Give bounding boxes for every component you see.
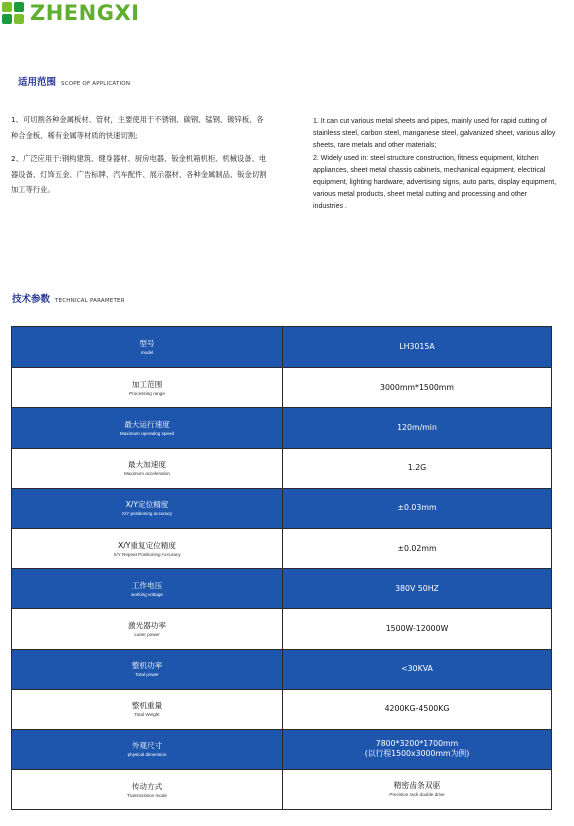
param-value-cell: [283, 609, 551, 648]
param-label-cell: [12, 368, 283, 407]
param-label-cn: 工作电压: [131, 580, 163, 590]
param-value-en: Precision rack double drive: [389, 792, 445, 798]
table-row: [12, 367, 551, 407]
param-label-cn: 最大运行速度: [124, 419, 170, 429]
scope-title-cn: 适用范围: [18, 77, 57, 88]
table-row: [12, 689, 551, 729]
param-value-cell: [283, 529, 551, 568]
param-label-en: Maximum acceleration: [124, 471, 170, 477]
zhengxi-logo-icon: [2, 2, 24, 24]
param-value: <30KVA: [401, 664, 433, 674]
param-label-cell: [12, 690, 283, 729]
tech-title-en: TECHNICAL PARAMETER: [55, 298, 125, 304]
param-value-cell: [283, 489, 551, 528]
tech-section-title: [12, 291, 125, 305]
param-value-cell: [283, 770, 551, 809]
param-label-en: X/Y Repeat Positioning Accuracy: [113, 551, 181, 557]
param-label-en: model: [140, 350, 154, 356]
param-label-cell: [12, 770, 283, 809]
param-label-cell: [12, 650, 283, 689]
param-label-en: Laser power: [134, 631, 160, 637]
table-row: [12, 448, 551, 488]
param-label-en: X/Y positioning accuracy: [121, 511, 173, 517]
param-value: 精密齿条双驱: [393, 781, 441, 791]
param-label-cn: X/Y定位精度: [125, 500, 169, 510]
param-value: 120m/min: [397, 422, 437, 432]
table-row: [12, 649, 551, 689]
tech-parameter-table: [11, 326, 552, 810]
param-value-cell: [283, 650, 551, 689]
scope-cn-text: [11, 112, 271, 206]
scope-section-title: [18, 74, 130, 88]
table-row: [12, 769, 551, 809]
param-label-cn: 最大加速度: [128, 460, 166, 470]
param-value: ±0.03mm: [397, 503, 437, 513]
param-label-cell: [12, 449, 283, 488]
param-value: 4200KG-4500KG: [384, 704, 450, 714]
brand-logo: [2, 2, 139, 24]
param-label-cell: [12, 730, 283, 769]
table-row: [12, 568, 551, 608]
param-label-en: Processing range: [129, 390, 165, 396]
param-value: 3000mm*1500mm: [380, 382, 454, 392]
param-label-cell: [12, 529, 283, 568]
tech-title-cn: 技术参数: [12, 294, 51, 305]
scope-title-en: SCOPE OF APPLICATION: [61, 81, 131, 87]
param-label-cn: 加工范围: [131, 379, 163, 389]
scope-cn-paragraph-1: 1、可切割各种金属板材、管材，主要使用于不锈钢、碳钢、锰钢、镀锌板、各种合金板、稀有金属等材质的快速切割;: [11, 115, 264, 140]
param-value-cell: [283, 730, 551, 769]
scope-en-text: [313, 116, 558, 214]
param-value-cell: [283, 690, 551, 729]
param-label-en: Total Weight: [134, 712, 160, 718]
param-value: LH3015A: [399, 342, 435, 352]
param-label-cn: X/Y重复定位精度: [118, 540, 176, 550]
param-label-en: working voltage: [131, 591, 163, 597]
param-label-en: Total power: [135, 672, 159, 678]
param-label-cn: 外观尺寸: [131, 741, 163, 751]
param-value: ±0.02mm: [397, 543, 437, 553]
param-label-en: Maximum operating speed: [119, 430, 175, 436]
param-label-cn: 整机重量: [131, 701, 163, 711]
param-label-cell: [12, 609, 283, 648]
table-row: [12, 729, 551, 769]
brand-name: ZHENGXI: [30, 1, 140, 25]
param-value: 380V 50HZ: [395, 583, 439, 593]
param-label-cell: [12, 327, 283, 367]
table-row: [12, 528, 551, 568]
table-row: [12, 488, 551, 528]
param-label-en: physical dimension: [127, 752, 167, 758]
param-label-cell: [12, 408, 283, 447]
table-row: [12, 407, 551, 447]
param-value: 1.2G: [407, 463, 427, 473]
param-label-cn: 传动方式: [131, 781, 163, 791]
param-label-en: Transmission mode: [127, 792, 167, 798]
param-value-cell: [283, 408, 551, 447]
param-label-cn: 型号: [139, 339, 155, 349]
param-label-cn: 整机功率: [131, 661, 163, 671]
table-row: [12, 327, 551, 367]
param-value-cell: [283, 368, 551, 407]
param-label-cn: 激光器功率: [128, 620, 166, 630]
param-label-cell: [12, 569, 283, 608]
param-value-cell: [283, 449, 551, 488]
table-row: [12, 608, 551, 648]
param-value-cell: [283, 327, 551, 367]
param-value-cell: [283, 569, 551, 608]
scope-cn-paragraph-2: 2、广泛应用于:钢构建筑、健身器材、厨房电器、钣金机箱机柜、机械设备、电器设备、灯饰五金、广告标牌、汽车配件、展示器材、各种金属制品、钣金切割加工等行业。: [11, 154, 267, 195]
scope-en-paragraphs: 1. It can cut various metal sheets and pipes, mainly used for rapid cutting of stainless steel, carbon steel, manganese steel, galvanized sheet, various alloy sheets, rare metals and other materials; 2. Widely used in: steel structure construction, fitness equipment, kitchen appliances, sheet metal chassis cabinets, mechanical equipment, electrical equipment, lighting hardware, advertising signs, auto parts, display equipment, various metal products, sheet metal cutting and processing and other industries .: [313, 118, 557, 211]
param-value: 1500W-12000W: [385, 623, 449, 633]
param-value: 7800*3200*1700mm (以行程1500x3000mm为例): [364, 739, 470, 759]
param-label-cell: [12, 489, 283, 528]
